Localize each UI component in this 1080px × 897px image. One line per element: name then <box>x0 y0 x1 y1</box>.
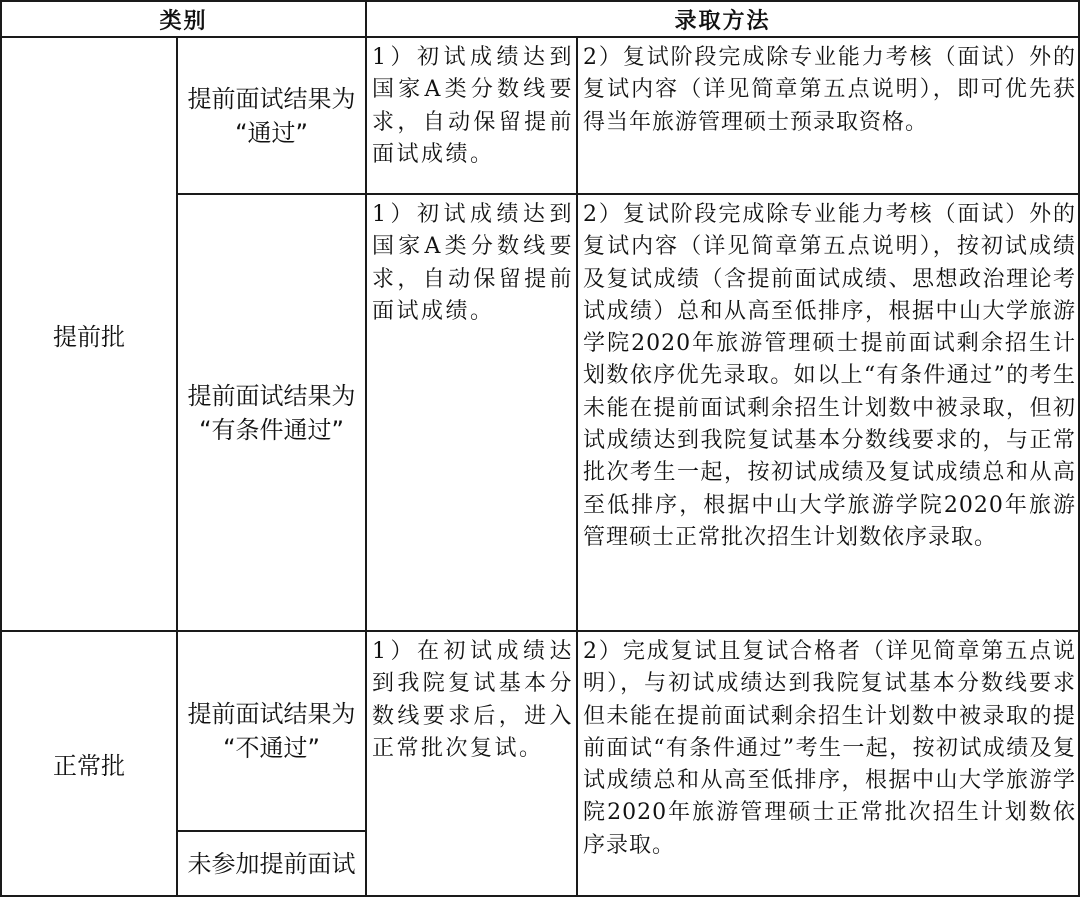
subcategory-fail <box>177 631 366 831</box>
subcategory-conditional-pass <box>177 194 366 631</box>
category-normal-batch: 正常批 <box>1 631 177 896</box>
subcategory-line: “不通过” <box>223 734 320 762</box>
subcategory-line: 提前面试结果为 <box>187 381 356 410</box>
subcategory-line: “有条件通过” <box>199 415 344 444</box>
step1-cell: 1）在初试成绩达到我院复试基本分数线要求后，进入正常批次复试。 <box>366 631 577 896</box>
step2-cell: 2）复试阶段完成除专业能力考核（面试）外的复试内容（详见简章第五点说明），即可优先获得当年旅游管理硕士预录取资格。 <box>577 37 1079 194</box>
header-category: 类别 <box>1 1 366 37</box>
header-admission-method: 录取方法 <box>366 1 1079 37</box>
step2-cell: 2）完成复试且复试合格者（详见简章第五点说明），与初试成绩达到我院复试基本分数线要求但未能在提前面试剩余招生计划数中被录取的提前面试“有条件通过”考生一起，按初试成绩及复试成绩总和从高至低排序，根据中山大学旅游学院2020年旅游管理硕士正常批次招生计划数依序录取。 <box>577 631 1079 896</box>
step1-cell: 1）初试成绩达到国家A类分数线要求，自动保留提前面试成绩。 <box>366 194 577 631</box>
header-row <box>1 1 1079 37</box>
category-early-batch: 提前批 <box>1 37 177 631</box>
subcategory-line: “通过” <box>235 118 308 147</box>
subcategory-line: 未参加提前面试 <box>187 849 356 878</box>
table-row <box>1 37 1079 194</box>
step2-cell: 2）复试阶段完成除专业能力考核（面试）外的复试内容（详见简章第五点说明），按初试成绩及复试成绩（含提前面试成绩、思想政治理论考试成绩）总和从高至低排序，根据中山大学旅游学院2020年旅游管理硕士提前面试剩余招生计划数依序优先录取。如以上“有条件通过”的考生未能在提前面试剩余招生计划数中被录取，但初试成绩达到我院复试基本分数线要求的，与正常批次考生一起，按初试成绩及复试成绩总和从高至低排序，根据中山大学旅游学院2020年旅游管理硕士正常批次招生计划数依序录取。 <box>577 194 1079 631</box>
subcategory-pass <box>177 37 366 194</box>
table-row <box>1 631 1079 831</box>
subcategory-line: 提前面试结果为 <box>187 84 356 113</box>
step1-cell: 1）初试成绩达到国家A类分数线要求，自动保留提前面试成绩。 <box>366 37 577 194</box>
subcategory-not-attended <box>177 831 366 896</box>
subcategory-line: 提前面试结果为 <box>187 700 356 728</box>
